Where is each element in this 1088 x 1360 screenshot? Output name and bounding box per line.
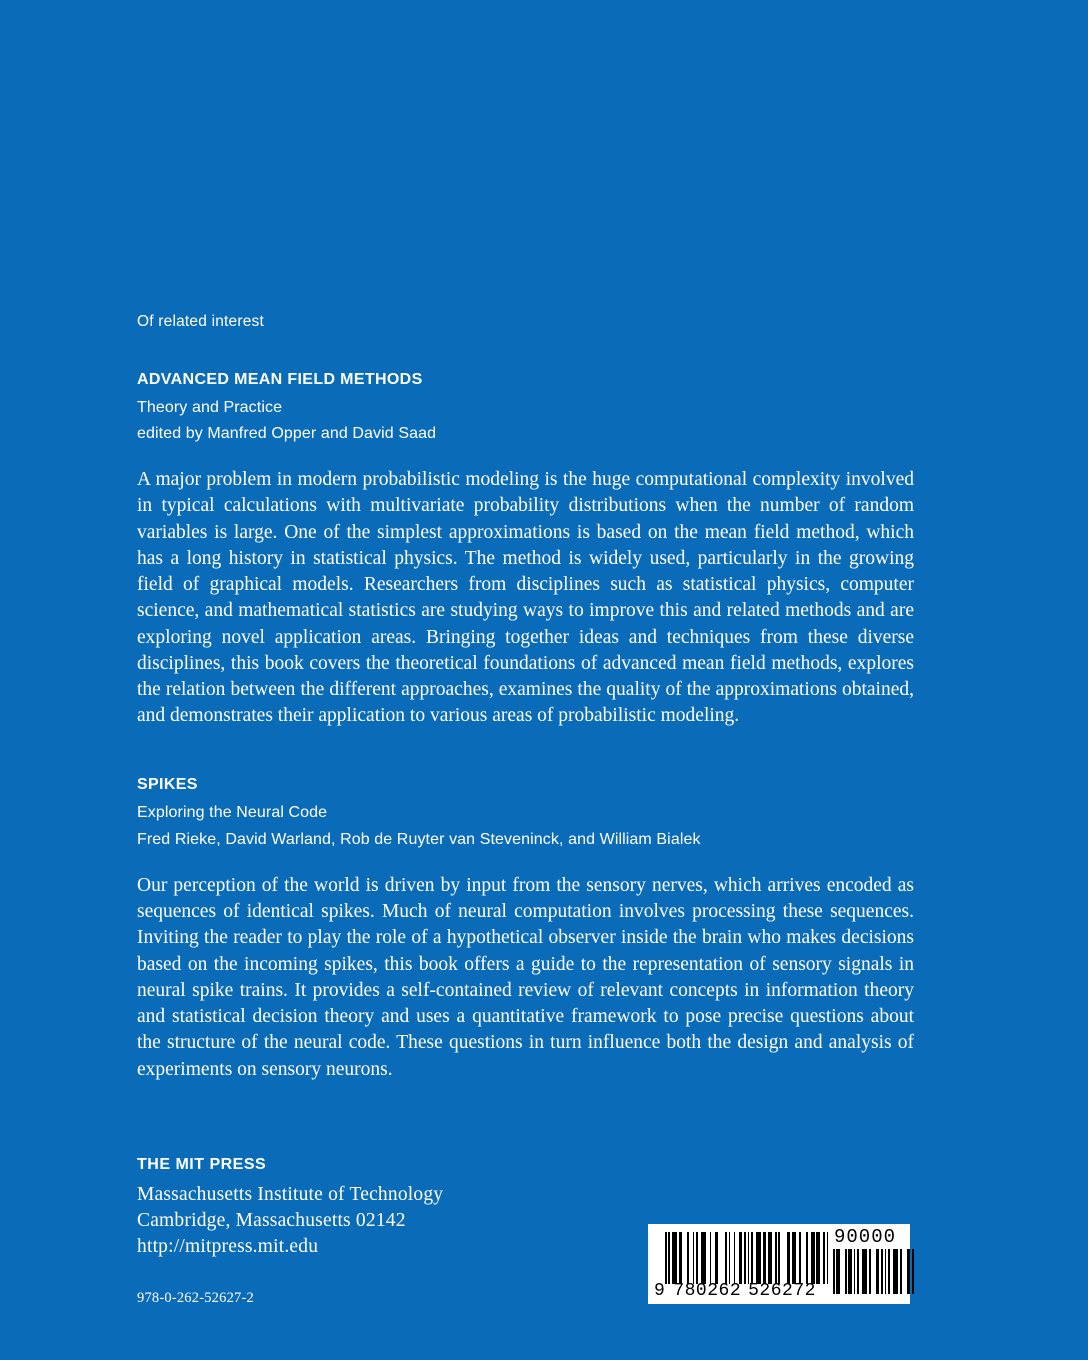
barcode-bars-addon	[833, 1249, 914, 1294]
book-description: Our perception of the world is driven by input from the sensory nerves, which arrives encoded as sequences of identical spikes. Much of neural computation involves processing these sequences. Inviting the reader to play the role of a hypothetical observer inside the brain who makes decisions based on the incoming spikes, this book offers a guide to the representation of sensory signals in neural spike trains. It provides a self-contained review of relevant concepts in information theory and statistical decision theory and uses a quantitative framework to pose precise questions about the structure of the neural code. These questions in turn influence both the design and analysis of experiments on sensory neurons.	[137, 874, 914, 1080]
barcode-right-group: 526272	[748, 1281, 816, 1301]
book-authors: Fred Rieke, David Warland, Rob de Ruyter van Steveninck, and William Bialek	[137, 831, 701, 849]
book-title: SPIKES	[137, 776, 198, 794]
barcode-lead-digit: 9	[654, 1281, 666, 1301]
section-spacer	[137, 729, 914, 775]
barcode-bars-ean13	[665, 1232, 828, 1284]
book-entry-advanced-mean-field-methods	[137, 370, 914, 730]
of-related-interest-label: Of related interest	[137, 313, 264, 330]
publisher-name: THE MIT PRESS	[137, 1156, 267, 1173]
book-description: A major problem in modern probabilistic modeling is the huge computational complexity involved in typical calculations with multivariate probability distributions when the number of random variables is large. One of the simplest approximations is based on the mean field method, which has a long history in statistical physics. The method is widely used, particularly in the growing field of graphical models. Researchers from disciplines such as statistical physics, computer science, and mathematical statistics are studying ways to improve this and related methods and are exploring novel application areas. Bringing together ideas and techniques from these diverse disciplines, this book covers the theoretical foundations of advanced mean field methods, explores the relation between the different approaches, examines the quality of the approximations obtained, and demonstrates their application to various areas of probabilistic modeling.	[137, 469, 914, 727]
barcode-digits	[654, 1281, 834, 1301]
book-title: ADVANCED MEAN FIELD METHODS	[137, 370, 423, 388]
book-subtitle: Exploring the Neural Code	[137, 804, 328, 822]
book-subtitle: Theory and Practice	[137, 398, 283, 416]
book-authors: edited by Manfred Opper and David Saad	[137, 425, 437, 443]
publisher-institution: Massachusetts Institute of Technology	[137, 1184, 444, 1205]
publisher-block	[137, 1155, 617, 1307]
publisher-website[interactable]: http://mitpress.mit.edu	[137, 1235, 319, 1257]
book-entry-spikes	[137, 775, 914, 1082]
related-interest-section	[137, 313, 914, 1083]
publisher-city: Cambridge, Massachusetts 02142	[137, 1209, 406, 1231]
barcode	[648, 1224, 910, 1304]
barcode-inner	[648, 1224, 910, 1304]
isbn-text: 978-0-262-52627-2	[137, 1289, 254, 1306]
barcode-addon-digits: 90000	[834, 1226, 897, 1248]
barcode-left-group: 780262	[673, 1281, 742, 1301]
